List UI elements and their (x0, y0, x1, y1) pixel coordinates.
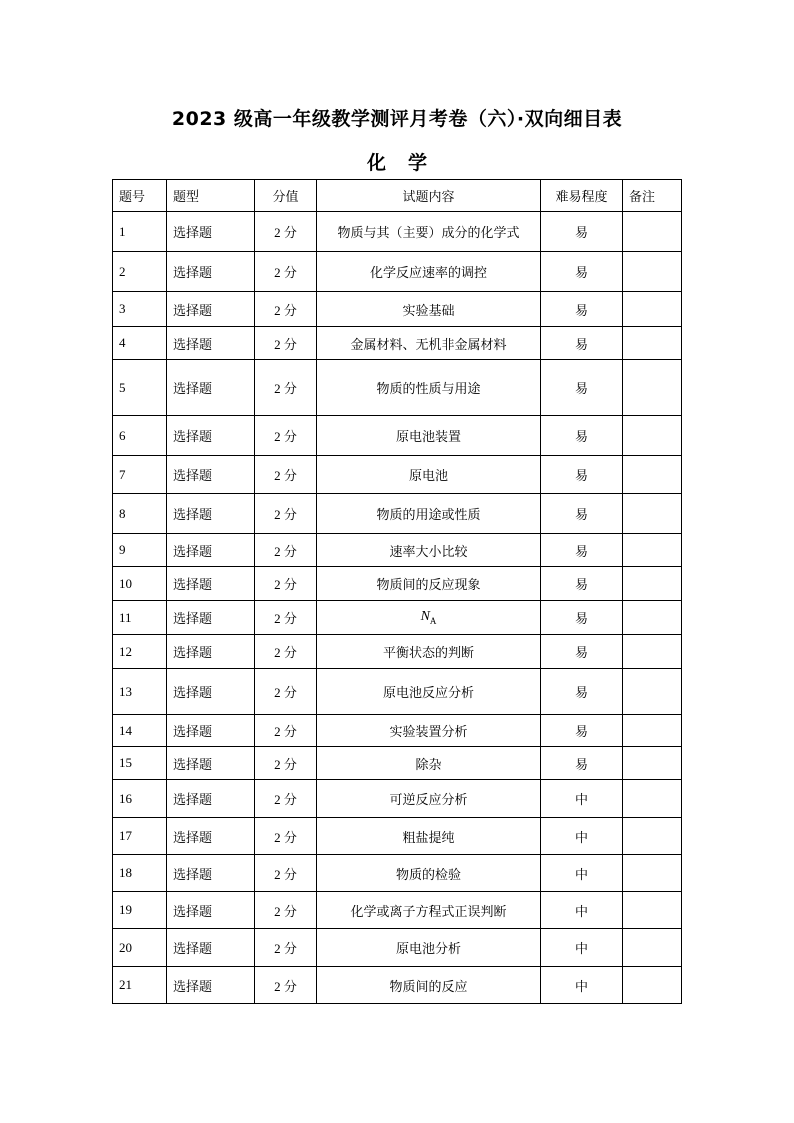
cell-score: 2 分 (255, 456, 317, 494)
cell-content: 物质与其（主要）成分的化学式 (317, 212, 541, 252)
cell-note (623, 252, 682, 292)
cell-note (623, 601, 682, 635)
cell-content: 物质的性质与用途 (317, 360, 541, 416)
cell-difficulty: 中 (541, 780, 623, 818)
cell-score: 2 分 (255, 601, 317, 635)
cell-note (623, 212, 682, 252)
cell-note (623, 715, 682, 747)
cell-note (623, 456, 682, 494)
cell-question-type: 选择题 (167, 892, 255, 929)
table-row (113, 715, 682, 747)
table-row (113, 327, 682, 360)
cell-question-type: 选择题 (167, 360, 255, 416)
cell-question-type: 选择题 (167, 635, 255, 669)
cell-question-no: 5 (113, 360, 167, 416)
table-row (113, 967, 682, 1004)
cell-score: 2 分 (255, 715, 317, 747)
cell-score: 2 分 (255, 494, 317, 534)
cell-question-type: 选择题 (167, 715, 255, 747)
cell-question-no: 12 (113, 635, 167, 669)
cell-note (623, 892, 682, 929)
cell-score: 2 分 (255, 818, 317, 855)
cell-content: 金属材料、无机非金属材料 (317, 327, 541, 360)
cell-score: 2 分 (255, 212, 317, 252)
cell-score: 2 分 (255, 327, 317, 360)
header-score: 分值 (255, 180, 317, 212)
header-question-no: 题号 (113, 180, 167, 212)
table-header-row (113, 180, 682, 212)
cell-score: 2 分 (255, 892, 317, 929)
table-row (113, 601, 682, 635)
avogadro-constant-symbol: $N_A$ (420, 609, 437, 626)
cell-score: 2 分 (255, 780, 317, 818)
cell-question-type: 选择题 (167, 494, 255, 534)
table-row (113, 416, 682, 456)
cell-difficulty: 中 (541, 967, 623, 1004)
cell-note (623, 416, 682, 456)
cell-question-type: 选择题 (167, 967, 255, 1004)
cell-score: 2 分 (255, 635, 317, 669)
cell-question-no: 11 (113, 601, 167, 635)
cell-content: 粗盐提纯 (317, 818, 541, 855)
cell-note (623, 494, 682, 534)
cell-question-no: 4 (113, 327, 167, 360)
cell-content: 物质间的反应 (317, 967, 541, 1004)
cell-note (623, 635, 682, 669)
cell-question-no: 18 (113, 855, 167, 892)
cell-difficulty: 易 (541, 669, 623, 715)
cell-question-type: 选择题 (167, 929, 255, 967)
header-difficulty: 难易程度 (541, 180, 623, 212)
cell-difficulty: 中 (541, 892, 623, 929)
cell-score: 2 分 (255, 855, 317, 892)
cell-question-type: 选择题 (167, 601, 255, 635)
table-row (113, 635, 682, 669)
cell-question-no: 9 (113, 534, 167, 567)
cell-content: 化学反应速率的调控 (317, 252, 541, 292)
cell-content: 物质的用途或性质 (317, 494, 541, 534)
table-row (113, 855, 682, 892)
cell-question-no: 2 (113, 252, 167, 292)
header-content: 试题内容 (317, 180, 541, 212)
cell-content (317, 601, 541, 635)
cell-difficulty: 易 (541, 360, 623, 416)
cell-question-no: 8 (113, 494, 167, 534)
cell-note (623, 818, 682, 855)
table-row (113, 669, 682, 715)
cell-difficulty: 易 (541, 416, 623, 456)
cell-content: 除杂 (317, 747, 541, 780)
header-question-type: 题型 (167, 180, 255, 212)
cell-question-type: 选择题 (167, 534, 255, 567)
cell-content: 可逆反应分析 (317, 780, 541, 818)
cell-content: 物质间的反应现象 (317, 567, 541, 601)
cell-score: 2 分 (255, 747, 317, 780)
table-row (113, 212, 682, 252)
cell-difficulty: 易 (541, 327, 623, 360)
table-row (113, 360, 682, 416)
cell-note (623, 534, 682, 567)
cell-note (623, 327, 682, 360)
cell-difficulty: 中 (541, 929, 623, 967)
subject-title: 化学 (366, 152, 449, 174)
table-row (113, 534, 682, 567)
cell-question-no: 15 (113, 747, 167, 780)
cell-note (623, 929, 682, 967)
cell-difficulty: 易 (541, 534, 623, 567)
cell-question-no: 19 (113, 892, 167, 929)
cell-difficulty: 易 (541, 601, 623, 635)
cell-question-no: 6 (113, 416, 167, 456)
cell-content: 原电池分析 (317, 929, 541, 967)
cell-difficulty: 中 (541, 855, 623, 892)
cell-question-type: 选择题 (167, 855, 255, 892)
table-row (113, 929, 682, 967)
table-row (113, 780, 682, 818)
cell-note (623, 747, 682, 780)
table-row (113, 818, 682, 855)
cell-note (623, 967, 682, 1004)
cell-difficulty: 易 (541, 292, 623, 327)
cell-question-no: 14 (113, 715, 167, 747)
cell-note (623, 567, 682, 601)
cell-difficulty: 易 (541, 456, 623, 494)
cell-question-type: 选择题 (167, 327, 255, 360)
cell-question-no: 7 (113, 456, 167, 494)
cell-difficulty: 易 (541, 747, 623, 780)
cell-question-no: 21 (113, 967, 167, 1004)
table-row (113, 456, 682, 494)
cell-question-type: 选择题 (167, 669, 255, 715)
cell-score: 2 分 (255, 252, 317, 292)
cell-content: 原电池 (317, 456, 541, 494)
cell-note (623, 360, 682, 416)
cell-difficulty: 易 (541, 212, 623, 252)
cell-question-type: 选择题 (167, 456, 255, 494)
table-row (113, 494, 682, 534)
cell-difficulty: 易 (541, 567, 623, 601)
cell-difficulty: 易 (541, 715, 623, 747)
cell-question-no: 17 (113, 818, 167, 855)
cell-note (623, 292, 682, 327)
cell-score: 2 分 (255, 534, 317, 567)
cell-score: 2 分 (255, 292, 317, 327)
page-title: 2023 级高一年级教学测评月考卷（六）·双向细目表 (171, 108, 623, 130)
table-row (113, 747, 682, 780)
table-row (113, 567, 682, 601)
cell-question-no: 3 (113, 292, 167, 327)
cell-note (623, 669, 682, 715)
cell-question-no: 13 (113, 669, 167, 715)
cell-content: 化学或离子方程式正误判断 (317, 892, 541, 929)
cell-question-type: 选择题 (167, 416, 255, 456)
cell-difficulty: 易 (541, 252, 623, 292)
cell-content: 原电池反应分析 (317, 669, 541, 715)
cell-difficulty: 中 (541, 818, 623, 855)
cell-difficulty: 易 (541, 494, 623, 534)
cell-score: 2 分 (255, 416, 317, 456)
cell-question-no: 10 (113, 567, 167, 601)
cell-question-type: 选择题 (167, 212, 255, 252)
cell-difficulty: 易 (541, 635, 623, 669)
cell-question-type: 选择题 (167, 818, 255, 855)
cell-question-type: 选择题 (167, 292, 255, 327)
cell-question-type: 选择题 (167, 567, 255, 601)
cell-content: 原电池装置 (317, 416, 541, 456)
cell-score: 2 分 (255, 567, 317, 601)
cell-score: 2 分 (255, 929, 317, 967)
spec-table (112, 179, 682, 1004)
cell-question-type: 选择题 (167, 252, 255, 292)
cell-content: 速率大小比较 (317, 534, 541, 567)
cell-question-type: 选择题 (167, 780, 255, 818)
cell-score: 2 分 (255, 360, 317, 416)
table-row (113, 892, 682, 929)
cell-score: 2 分 (255, 967, 317, 1004)
cell-content: 实验基础 (317, 292, 541, 327)
table-row (113, 252, 682, 292)
cell-note (623, 780, 682, 818)
table-row (113, 292, 682, 327)
cell-content: 实验装置分析 (317, 715, 541, 747)
cell-question-no: 16 (113, 780, 167, 818)
header-note: 备注 (623, 180, 682, 212)
cell-question-type: 选择题 (167, 747, 255, 780)
cell-question-no: 20 (113, 929, 167, 967)
cell-question-no: 1 (113, 212, 167, 252)
cell-note (623, 855, 682, 892)
cell-content: 平衡状态的判断 (317, 635, 541, 669)
cell-content: 物质的检验 (317, 855, 541, 892)
cell-score: 2 分 (255, 669, 317, 715)
